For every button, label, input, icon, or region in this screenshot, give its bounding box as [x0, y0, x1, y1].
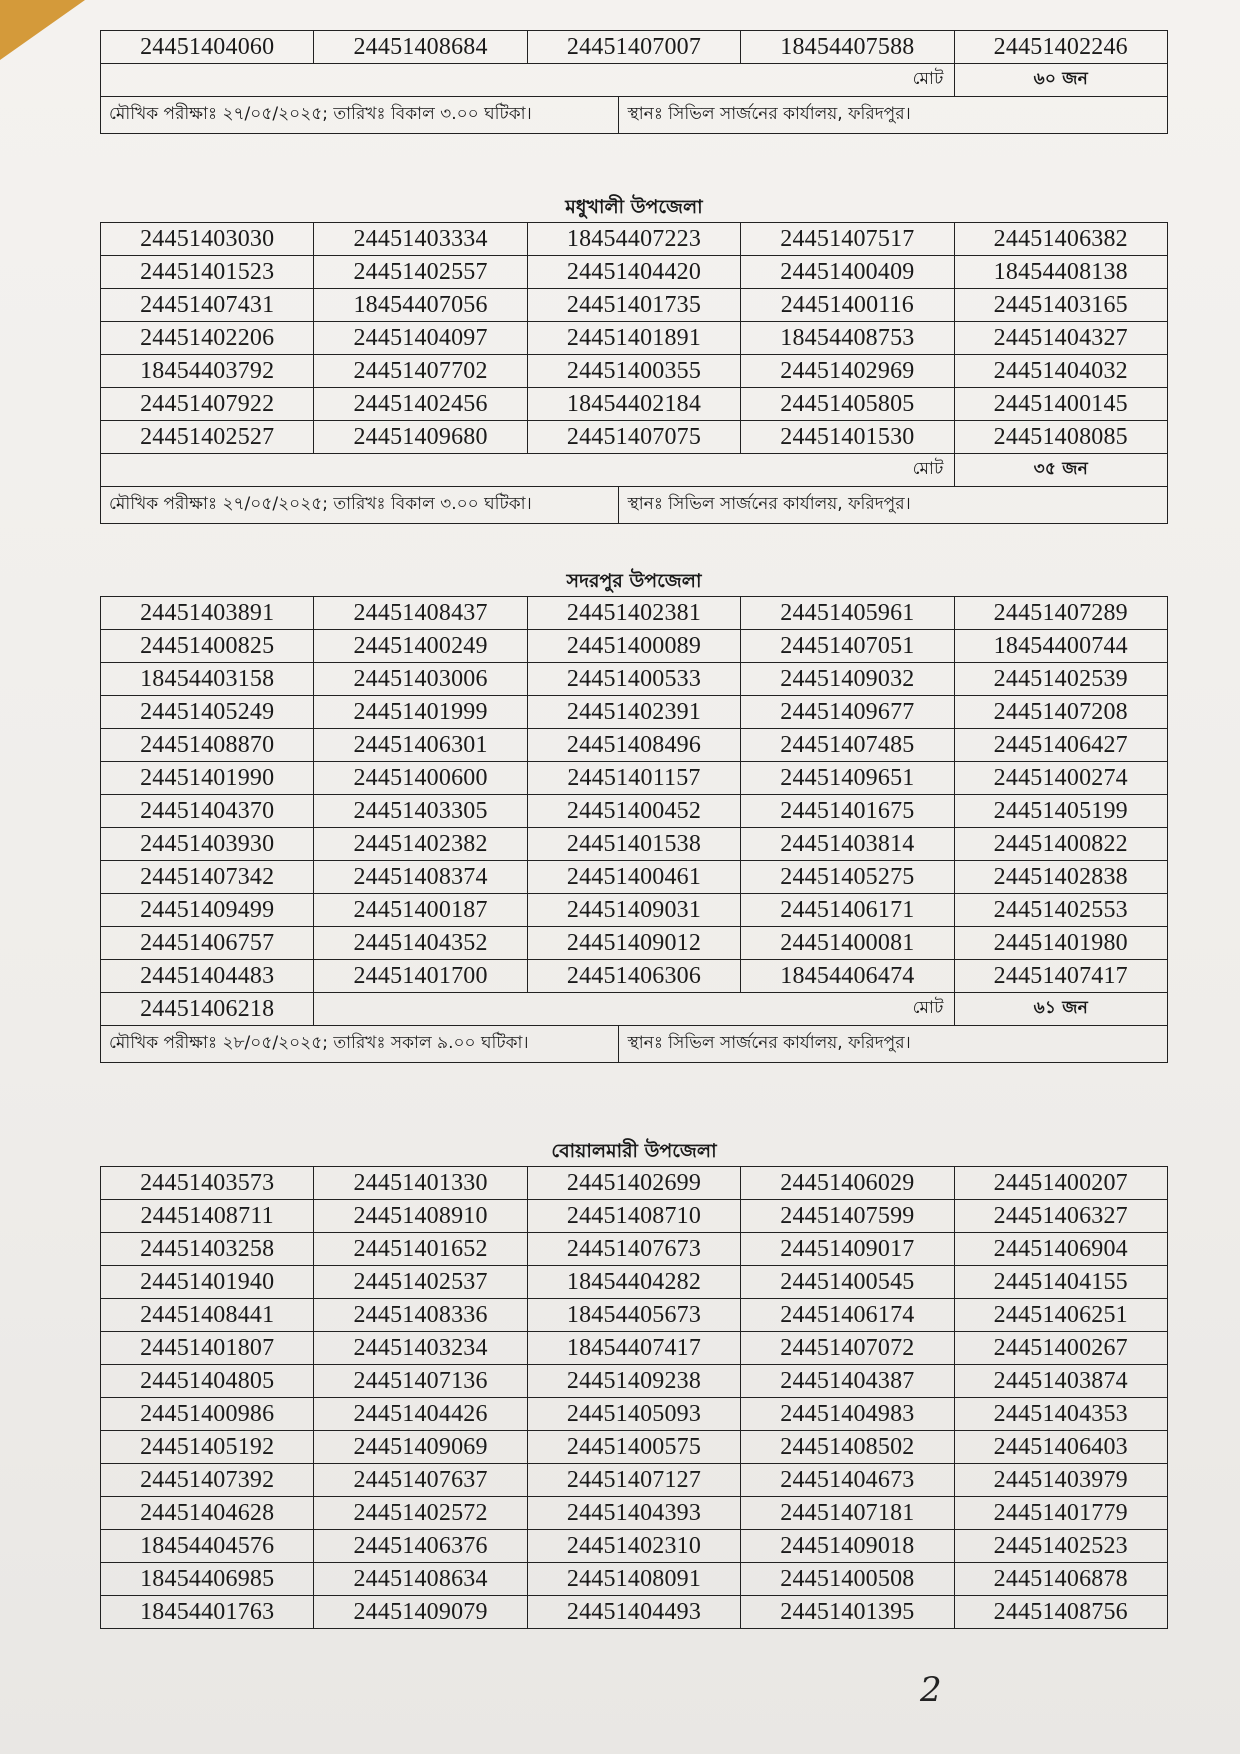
- total-label: মোট: [314, 993, 954, 1026]
- roll-number-cell: 24451401395: [741, 1596, 954, 1629]
- roll-number-cell: 24451406306: [527, 960, 740, 993]
- table-row: [101, 696, 1168, 729]
- roll-number-cell: 24451404155: [954, 1266, 1167, 1299]
- roll-number-cell: 24451400207: [954, 1167, 1167, 1200]
- roll-number-cell: 24451401779: [954, 1497, 1167, 1530]
- roll-number-cell: 18454405673: [527, 1299, 740, 1332]
- roll-number-cell: 24451403573: [101, 1167, 314, 1200]
- roll-number-cell: 24451402382: [314, 828, 527, 861]
- roll-number-cell: 24451409018: [741, 1530, 954, 1563]
- roll-number-cell: 24451401523: [101, 256, 314, 289]
- roll-number-cell: 24451406878: [954, 1563, 1167, 1596]
- roll-number-cell: 24451403874: [954, 1365, 1167, 1398]
- roll-number-cell: 24451401538: [527, 828, 740, 861]
- total-row: [101, 64, 1168, 97]
- table-row: [101, 729, 1168, 762]
- roll-number-cell: 24451400508: [741, 1563, 954, 1596]
- roll-number-cell: 24451404628: [101, 1497, 314, 1530]
- roll-number-cell: 24451407181: [741, 1497, 954, 1530]
- section-title: সদরপুর উপজেলা: [566, 570, 702, 592]
- roll-number-cell: 24451403891: [101, 597, 314, 630]
- venue-cell: স্থানঃ সিভিল সার্জনের কার্যালয়, ফরিদপুর।: [619, 1026, 1168, 1063]
- roll-number-cell: 24451402572: [314, 1497, 527, 1530]
- total-row: [101, 993, 1168, 1026]
- roll-number-cell: 24451409079: [314, 1596, 527, 1629]
- roll-number-cell: 24451400575: [527, 1431, 740, 1464]
- roll-number-cell: 24451407637: [314, 1464, 527, 1497]
- exam-info-row: [100, 1026, 1168, 1063]
- table-row: [101, 597, 1168, 630]
- roll-number-cell: 24451406757: [101, 927, 314, 960]
- roll-number-cell: 24451404352: [314, 927, 527, 960]
- roll-number-cell: 24451403030: [101, 223, 314, 256]
- roll-number-cell: 24451408437: [314, 597, 527, 630]
- roll-number-cell: 18454401763: [101, 1596, 314, 1629]
- roll-number-cell: 24451400825: [101, 630, 314, 663]
- roll-number-cell: 24451402206: [101, 322, 314, 355]
- roll-number-cell: 24451404060: [101, 31, 314, 64]
- table-row: [101, 223, 1168, 256]
- table-row: [101, 663, 1168, 696]
- roll-number-cell: 24451401330: [314, 1167, 527, 1200]
- table-row: [101, 762, 1168, 795]
- roll-number-cell: 24451400452: [527, 795, 740, 828]
- roll-number-cell: 18454407417: [527, 1332, 740, 1365]
- table-row: [101, 355, 1168, 388]
- roll-number-cell: 24451407208: [954, 696, 1167, 729]
- roll-number-cell: 24451402310: [527, 1530, 740, 1563]
- viva-date-cell: মৌখিক পরীক্ষাঃ ২৭/০৫/২০২৫; তারিখঃ বিকাল ৩.০০ ঘটিকা।: [101, 97, 619, 134]
- roll-number-cell: 24451406327: [954, 1200, 1167, 1233]
- roll-number-cell: 24451405961: [741, 597, 954, 630]
- table-row: [101, 630, 1168, 663]
- roll-number-cell: 24451404353: [954, 1398, 1167, 1431]
- roll-number-cell: 18454408138: [954, 256, 1167, 289]
- roll-number-cell: 18454407056: [314, 289, 527, 322]
- roll-number-cell: 24451400081: [741, 927, 954, 960]
- table-row: [101, 256, 1168, 289]
- roll-number-cell: 24451400355: [527, 355, 740, 388]
- table-row: [101, 31, 1168, 64]
- roll-number-cell: 24451403334: [314, 223, 527, 256]
- roll-table-body: [101, 223, 1168, 487]
- roll-number-cell: 18454403792: [101, 355, 314, 388]
- roll-number-cell: 24451402969: [741, 355, 954, 388]
- roll-number-cell: 24451407289: [954, 597, 1167, 630]
- roll-number-cell: 24451404426: [314, 1398, 527, 1431]
- roll-number-cell: 24451402523: [954, 1530, 1167, 1563]
- roll-number-cell: 24451406174: [741, 1299, 954, 1332]
- roll-number-cell: 24451408711: [101, 1200, 314, 1233]
- roll-number-cell: 24451407599: [741, 1200, 954, 1233]
- roll-table-body: [101, 31, 1168, 97]
- table-row: [101, 1497, 1168, 1530]
- roll-number-cell: 24451400187: [314, 894, 527, 927]
- roll-number-cell: 24451408336: [314, 1299, 527, 1332]
- roll-number-cell: 24451404483: [101, 960, 314, 993]
- roll-number-cell: 24451401891: [527, 322, 740, 355]
- roll-number-cell: 24451407485: [741, 729, 954, 762]
- roll-number-cell: 24451400461: [527, 861, 740, 894]
- roll-table-body: [101, 1167, 1168, 1629]
- venue-cell: স্থানঃ সিভিল সার্জনের কার্যালয়, ফরিদপুর।: [619, 487, 1168, 524]
- table-row: [101, 1464, 1168, 1497]
- table-row: [101, 289, 1168, 322]
- roll-number-cell: 24451403006: [314, 663, 527, 696]
- table-row: [101, 1530, 1168, 1563]
- roll-number-cell: 24451408496: [527, 729, 740, 762]
- roll-number-cell: 24451404983: [741, 1398, 954, 1431]
- total-row: [101, 454, 1168, 487]
- roll-number-cell: 24451402553: [954, 894, 1167, 927]
- roll-number-cell: 24451404327: [954, 322, 1167, 355]
- roll-number-cell: 18454408753: [741, 322, 954, 355]
- roll-number-cell: 24451401807: [101, 1332, 314, 1365]
- roll-number-cell: 24451407136: [314, 1365, 527, 1398]
- roll-number-cell: 24451407392: [101, 1464, 314, 1497]
- roll-number-cell: 24451404393: [527, 1497, 740, 1530]
- table-row: [101, 1167, 1168, 1200]
- table-row: [101, 1398, 1168, 1431]
- table-row: [101, 1596, 1168, 1629]
- roll-number-cell: 24451408502: [741, 1431, 954, 1464]
- roll-number-cell: 24451401652: [314, 1233, 527, 1266]
- roll-number-cell: 24451404032: [954, 355, 1167, 388]
- roll-number-cell: 24451408441: [101, 1299, 314, 1332]
- roll-number-cell: 24451408870: [101, 729, 314, 762]
- roll-number-cell: 24451406218: [101, 993, 314, 1026]
- roll-number-cell: 24451407072: [741, 1332, 954, 1365]
- roll-number-cell: 24451407075: [527, 421, 740, 454]
- total-label: মোট: [101, 454, 955, 487]
- section-madhukhali: [100, 192, 1168, 524]
- roll-number-cell: 24451408091: [527, 1563, 740, 1596]
- roll-number-cell: 24451401530: [741, 421, 954, 454]
- roll-number-cell: 24451408756: [954, 1596, 1167, 1629]
- roll-number-cell: 24451407431: [101, 289, 314, 322]
- roll-number-cell: 24451406251: [954, 1299, 1167, 1332]
- roll-number-cell: 24451402381: [527, 597, 740, 630]
- roll-number-cell: 18454406474: [741, 960, 954, 993]
- roll-number-cell: 24451407051: [741, 630, 954, 663]
- roll-number-cell: 24451402537: [314, 1266, 527, 1299]
- table-row: [101, 1563, 1168, 1596]
- roll-number-cell: 24451406376: [314, 1530, 527, 1563]
- roll-number-cell: 24451404420: [527, 256, 740, 289]
- roll-number-cell: 24451402391: [527, 696, 740, 729]
- table-row: [101, 1266, 1168, 1299]
- table-row: [101, 795, 1168, 828]
- page-number: 2: [920, 1670, 942, 1710]
- roll-number-cell: 24451409017: [741, 1233, 954, 1266]
- roll-number-cell: 18454404576: [101, 1530, 314, 1563]
- roll-number-cell: 24451406427: [954, 729, 1167, 762]
- roll-number-cell: 24451401675: [741, 795, 954, 828]
- roll-number-cell: 24451406029: [741, 1167, 954, 1200]
- roll-number-cell: 24451400986: [101, 1398, 314, 1431]
- table-row: [101, 1431, 1168, 1464]
- total-count: ৬০ জন: [954, 64, 1167, 97]
- roll-number-cell: 18454404282: [527, 1266, 740, 1299]
- roll-table-body: [101, 597, 1168, 1026]
- roll-number-cell: 24451404387: [741, 1365, 954, 1398]
- viva-date-cell: মৌখিক পরীক্ষাঃ ২৭/০৫/২০২৫; তারিখঃ বিকাল ৩.০০ ঘটিকা।: [101, 487, 619, 524]
- section-boalmari: [100, 1136, 1168, 1629]
- table-row: [101, 960, 1168, 993]
- roll-number-cell: 24451400409: [741, 256, 954, 289]
- table-row: [101, 421, 1168, 454]
- roll-number-cell: 24451402527: [101, 421, 314, 454]
- roll-number-cell: 24451400600: [314, 762, 527, 795]
- roll-number-cell: 24451400545: [741, 1266, 954, 1299]
- roll-number-cell: 24451409651: [741, 762, 954, 795]
- roll-number-cell: 24451402557: [314, 256, 527, 289]
- roll-number-cell: 24451402699: [527, 1167, 740, 1200]
- roll-number-cell: 24451409032: [741, 663, 954, 696]
- roll-number-cell: 24451405192: [101, 1431, 314, 1464]
- roll-number-cell: 24451406904: [954, 1233, 1167, 1266]
- roll-number-cell: 24451408374: [314, 861, 527, 894]
- roll-number-cell: 24451400274: [954, 762, 1167, 795]
- roll-table: [100, 1166, 1168, 1629]
- table-row: [101, 861, 1168, 894]
- roll-number-cell: 24451404673: [741, 1464, 954, 1497]
- roll-number-cell: 24451407342: [101, 861, 314, 894]
- roll-number-cell: 24451405199: [954, 795, 1167, 828]
- roll-number-cell: 24451406382: [954, 223, 1167, 256]
- roll-table: [100, 222, 1168, 487]
- roll-number-cell: 24451401735: [527, 289, 740, 322]
- roll-number-cell: 24451409238: [527, 1365, 740, 1398]
- section-sadarpur: [100, 566, 1168, 1063]
- roll-number-cell: 24451400089: [527, 630, 740, 663]
- roll-number-cell: 24451400822: [954, 828, 1167, 861]
- total-count: ৩৫ জন: [954, 454, 1167, 487]
- roll-number-cell: 24451408710: [527, 1200, 740, 1233]
- roll-number-cell: 24451409680: [314, 421, 527, 454]
- roll-number-cell: 24451402838: [954, 861, 1167, 894]
- roll-number-cell: 24451407517: [741, 223, 954, 256]
- exam-info-row: [100, 97, 1168, 134]
- roll-number-cell: 24451403814: [741, 828, 954, 861]
- roll-number-cell: 24451407417: [954, 960, 1167, 993]
- roll-number-cell: 24451405093: [527, 1398, 740, 1431]
- roll-number-cell: 24451403234: [314, 1332, 527, 1365]
- roll-number-cell: 24451400249: [314, 630, 527, 663]
- roll-number-cell: 24451409499: [101, 894, 314, 927]
- roll-number-cell: 18454400744: [954, 630, 1167, 663]
- roll-number-cell: 24451405275: [741, 861, 954, 894]
- table-row: [101, 388, 1168, 421]
- roll-number-cell: 24451407702: [314, 355, 527, 388]
- roll-number-cell: 24451408684: [314, 31, 527, 64]
- roll-number-cell: 24451403930: [101, 828, 314, 861]
- roll-number-cell: 24451400533: [527, 663, 740, 696]
- roll-number-cell: 24451408634: [314, 1563, 527, 1596]
- total-label: মোট: [101, 64, 955, 97]
- roll-number-cell: 24451400116: [741, 289, 954, 322]
- roll-number-cell: 24451406403: [954, 1431, 1167, 1464]
- table-row: [101, 1332, 1168, 1365]
- table-row: [101, 828, 1168, 861]
- roll-number-cell: 24451401980: [954, 927, 1167, 960]
- roll-number-cell: 24451402456: [314, 388, 527, 421]
- page-corner-fold: [0, 0, 85, 60]
- table-row: [101, 1299, 1168, 1332]
- roll-number-cell: 24451403305: [314, 795, 527, 828]
- venue-cell: স্থানঃ সিভিল সার্জনের কার্যালয়, ফরিদপুর।: [619, 97, 1168, 134]
- table-row: [101, 1365, 1168, 1398]
- table-row: [101, 1200, 1168, 1233]
- roll-number-cell: 24451407007: [527, 31, 740, 64]
- roll-number-cell: 24451408085: [954, 421, 1167, 454]
- viva-date-cell: মৌখিক পরীক্ষাঃ ২৮/০৫/২০২৫; তারিখঃ সকাল ৯.০০ ঘটিকা।: [101, 1026, 619, 1063]
- table-row: [101, 322, 1168, 355]
- roll-number-cell: 24451401999: [314, 696, 527, 729]
- roll-number-cell: 18454407588: [741, 31, 954, 64]
- section-title: মধুখালী উপজেলা: [565, 196, 703, 218]
- roll-number-cell: 24451400267: [954, 1332, 1167, 1365]
- roll-number-cell: 24451401940: [101, 1266, 314, 1299]
- roll-number-cell: 24451407922: [101, 388, 314, 421]
- roll-number-cell: 24451406301: [314, 729, 527, 762]
- roll-number-cell: 24451407673: [527, 1233, 740, 1266]
- table-row: [101, 927, 1168, 960]
- roll-number-cell: 24451401157: [527, 762, 740, 795]
- roll-number-cell: 24451407127: [527, 1464, 740, 1497]
- roll-number-cell: 24451409069: [314, 1431, 527, 1464]
- roll-number-cell: 24451404493: [527, 1596, 740, 1629]
- roll-number-cell: 24451405249: [101, 696, 314, 729]
- roll-number-cell: 24451401700: [314, 960, 527, 993]
- roll-table: [100, 30, 1168, 97]
- roll-number-cell: 18454406985: [101, 1563, 314, 1596]
- roll-number-cell: 18454402184: [527, 388, 740, 421]
- exam-info-row: [100, 487, 1168, 524]
- roll-number-cell: 24451409012: [527, 927, 740, 960]
- table-row: [101, 1233, 1168, 1266]
- roll-number-cell: 24451406171: [741, 894, 954, 927]
- roll-number-cell: 24451402246: [954, 31, 1167, 64]
- roll-number-cell: 24451404370: [101, 795, 314, 828]
- roll-number-cell: 24451409677: [741, 696, 954, 729]
- roll-number-cell: 24451401990: [101, 762, 314, 795]
- roll-number-cell: 24451404805: [101, 1365, 314, 1398]
- roll-number-cell: 24451403165: [954, 289, 1167, 322]
- roll-table: [100, 596, 1168, 1026]
- section-title: বোয়ালমারী উপজেলা: [551, 1140, 717, 1162]
- total-count: ৬১ জন: [954, 993, 1167, 1026]
- roll-number-cell: 24451404097: [314, 322, 527, 355]
- roll-number-cell: 24451408910: [314, 1200, 527, 1233]
- roll-number-cell: 24451402539: [954, 663, 1167, 696]
- roll-number-cell: 24451403258: [101, 1233, 314, 1266]
- roll-number-cell: 24451409031: [527, 894, 740, 927]
- roll-number-cell: 18454403158: [101, 663, 314, 696]
- roll-number-cell: 18454407223: [527, 223, 740, 256]
- roll-number-cell: 24451400145: [954, 388, 1167, 421]
- roll-number-cell: 24451403979: [954, 1464, 1167, 1497]
- section-continuation: [100, 30, 1168, 134]
- table-row: [101, 894, 1168, 927]
- roll-number-cell: 24451405805: [741, 388, 954, 421]
